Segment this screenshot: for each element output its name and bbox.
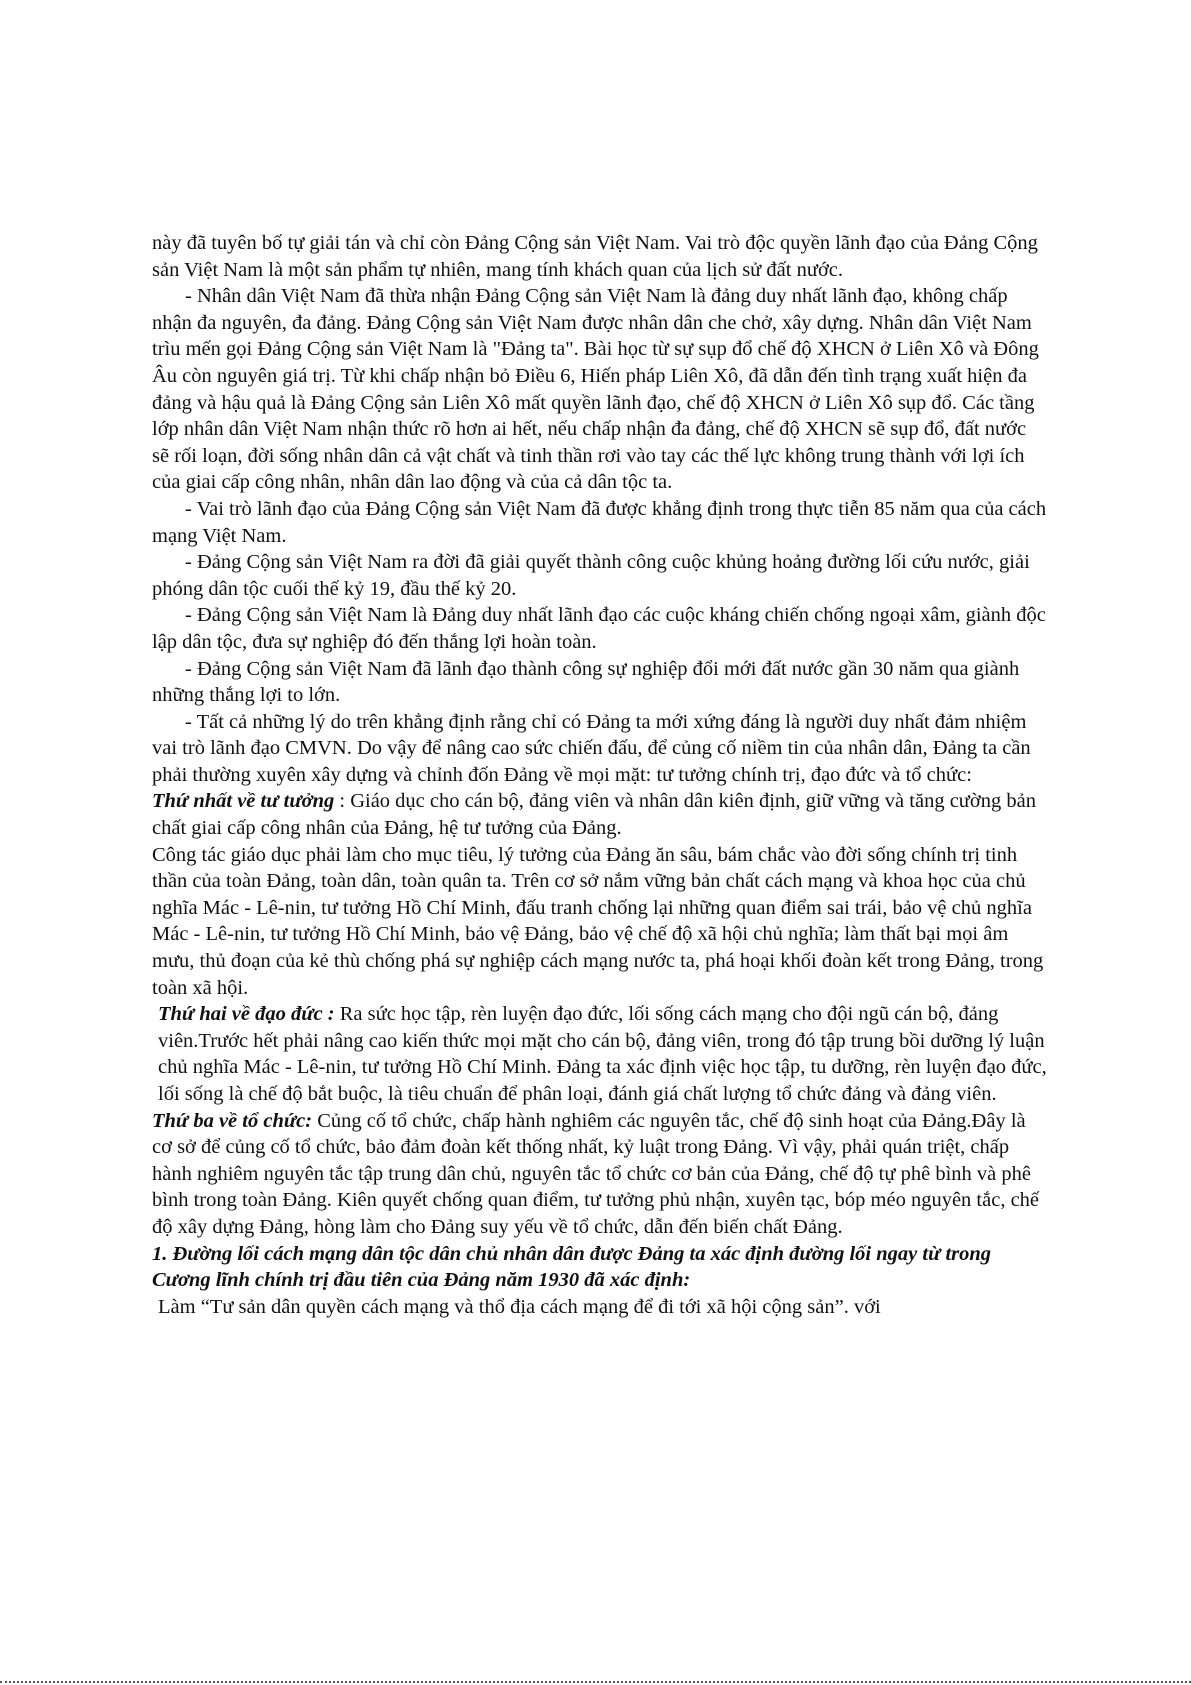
paragraph-organization: [152, 1108, 1047, 1241]
paragraph-13: Làm “Tư sản dân quyền cách mạng và thổ địa cách mạng để đi tới xã hội cộng sản”. với: [158, 1295, 881, 1318]
paragraph-ideology: [152, 788, 1047, 841]
document-page: [152, 230, 1047, 1320]
paragraph-7: - Tất cả những lý do trên khẳng định rằng chỉ có Đảng ta mới xứng đáng là người duy nhất đảm nhiệm vai trò lãnh đạo CMVN. Do vậy để nâng cao sức chiến đấu, để củng cố niềm tin của nhân dân, Đảng ta cần phải thường xuyên xây dựng và chỉnh đốn Đảng về mọi mặt: tư tưởng chính trị, đạo đức và tổ chức:: [152, 710, 1031, 786]
heading-ideology: Thứ nhất về tư tưởng: [152, 790, 335, 813]
paragraph-9: Công tác giáo dục phải làm cho mục tiêu, lý tưởng của Đảng ăn sâu, bám chắc vào đời sống chính trị tinh thần của toàn Đảng, toàn dân, toàn quân ta. Trên cơ sở nắm vững bản chất cách mạng và khoa học của chủ nghĩa Mác - Lê-nin, tư tưởng Hồ Chí Minh, đấu tranh chống lại những quan điểm sai trái, bảo vệ chủ nghĩa Mác - Lê-nin, tư tưởng Hồ Chí Minh, bảo vệ Đảng, bảo vệ chế độ xã hội chủ nghĩa; làm thất bại mọi âm mưu, thủ đoạn của kẻ thù chống phá sự nghiệp cách mạng nước ta, phá hoại khối đoàn kết trong Đảng, trong toàn xã hội.: [152, 843, 1044, 999]
paragraph-1: này đã tuyên bố tự giải tán và chỉ còn Đảng Cộng sản Việt Nam. Vai trò độc quyền lãnh đạo của Đảng Cộng sản Việt Nam là một sản phẩm tự nhiên, mang tính khách quan của lịch sử đất nước.: [152, 232, 1038, 281]
text-organization: Củng cố tổ chức, chấp hành nghiêm các nguyên tắc, chế độ sinh hoạt của Đảng.Đây là cơ sở để củng cố tổ chức, bảo đảm đoàn kết thống nhất, kỷ luật trong Đảng. Vì vậy, phải quán triệt, chấp hành nghiêm nguyên tắc tập trung dân chủ, nguyên tắc tổ chức cơ bản của Đảng, chế độ tự phê bình và phê bình trong toàn Đảng. Kiên quyết chống quan điểm, tư tưởng phủ nhận, xuyên tạc, bóp méo nguyên tắc, chế độ xây dựng Đảng, hòng làm cho Đảng suy yếu về tổ chức, dẫn đến biến chất Đảng.: [152, 1109, 1040, 1238]
paragraph-3: - Vai trò lãnh đạo của Đảng Cộng sản Việt Nam đã được khẳng định trong thực tiễn 85 năm qua của cách mạng Việt Nam.: [152, 497, 1047, 547]
section-heading-1: 1. Đường lối cách mạng dân tộc dân chủ nhân dân được Đảng ta xác định đường lối ngay từ trong Cương lĩnh chính trị đầu tiên của Đảng năm 1930 đã xác định:: [152, 1242, 992, 1292]
paragraph-2: - Nhân dân Việt Nam đã thừa nhận Đảng Cộng sản Việt Nam là đảng duy nhất lãnh đạo, không chấp nhận đa nguyên, đa đảng. Đảng Cộng sản Việt Nam được nhân dân che chở, xây dựng. Nhân dân Việt Nam trìu mến gọi Đảng Cộng sản Việt Nam là "Đảng ta". Bài học từ sự sụp đổ chế độ XHCN ở Liên Xô và Đông Âu còn nguyên giá trị. Từ khi chấp nhận bỏ Điều 6, Hiến pháp Liên Xô, đã dẫn đến tình trạng xuất hiện đa đảng và hậu quả là Đảng Cộng sản Liên Xô mất quyền lãnh đạo, chế độ XHCN ở Liên Xô sụp đổ. Các tầng lớp nhân dân Việt Nam nhận thức rõ hơn ai hết, nếu chấp nhận đa đảng, chế độ XHCN sẽ sụp đổ, đất nước sẽ rối loạn, đời sống nhân dân cả vật chất và tinh thần rơi vào tay các thế lực không trung thành với lợi ích của giai cấp công nhân, nhân dân lao động và của cả dân tộc ta.: [152, 285, 1039, 494]
page-bottom-divider: [0, 1681, 1191, 1683]
paragraph-ethics: [152, 1001, 1047, 1107]
paragraph-6: - Đảng Cộng sản Việt Nam đã lãnh đạo thành công sự nghiệp đổi mới đất nước gần 30 năm qua giành những thắng lợi to lớn.: [152, 657, 1020, 707]
heading-ethics: Thứ hai về đạo đức :: [158, 1003, 335, 1026]
text-ethics: Ra sức học tập, rèn luyện đạo đức, lối sống cách mạng cho đội ngũ cán bộ, đảng viên.Trước hết phải nâng cao kiến thức mọi mặt cho cán bộ, đảng viên, trong đó tập trung bồi dưỡng lý luận chủ nghĩa Mác - Lê-nin, tư tưởng Hồ Chí Minh. Đảng ta xác định việc học tập, tu dưỡng, rèn luyện đạo đức, lối sống là chế độ bắt buộc, là tiêu chuẩn để phân loại, đánh giá chất lượng tổ chức đảng và đảng viên.: [158, 1003, 1047, 1105]
paragraph-4: - Đảng Cộng sản Việt Nam ra đời đã giải quyết thành công cuộc khủng hoảng đường lối cứu nước, giải phóng dân tộc cuối thế kỷ 19, đầu thế kỷ 20.: [152, 551, 1030, 600]
text-ideology: : Giáo dục cho cán bộ, đảng viên và nhân dân kiên định, giữ vững và tăng cường bản chất giai cấp công nhân của Đảng, hệ tư tưởng của Đảng.: [152, 790, 1036, 840]
paragraph-5: - Đảng Cộng sản Việt Nam là Đảng duy nhất lãnh đạo các cuộc kháng chiến chống ngoại xâm, giành độc lập dân tộc, đưa sự nghiệp đó đến thắng lợi hoàn toàn.: [152, 604, 1046, 653]
heading-organization: Thứ ba về tổ chức:: [152, 1109, 313, 1132]
